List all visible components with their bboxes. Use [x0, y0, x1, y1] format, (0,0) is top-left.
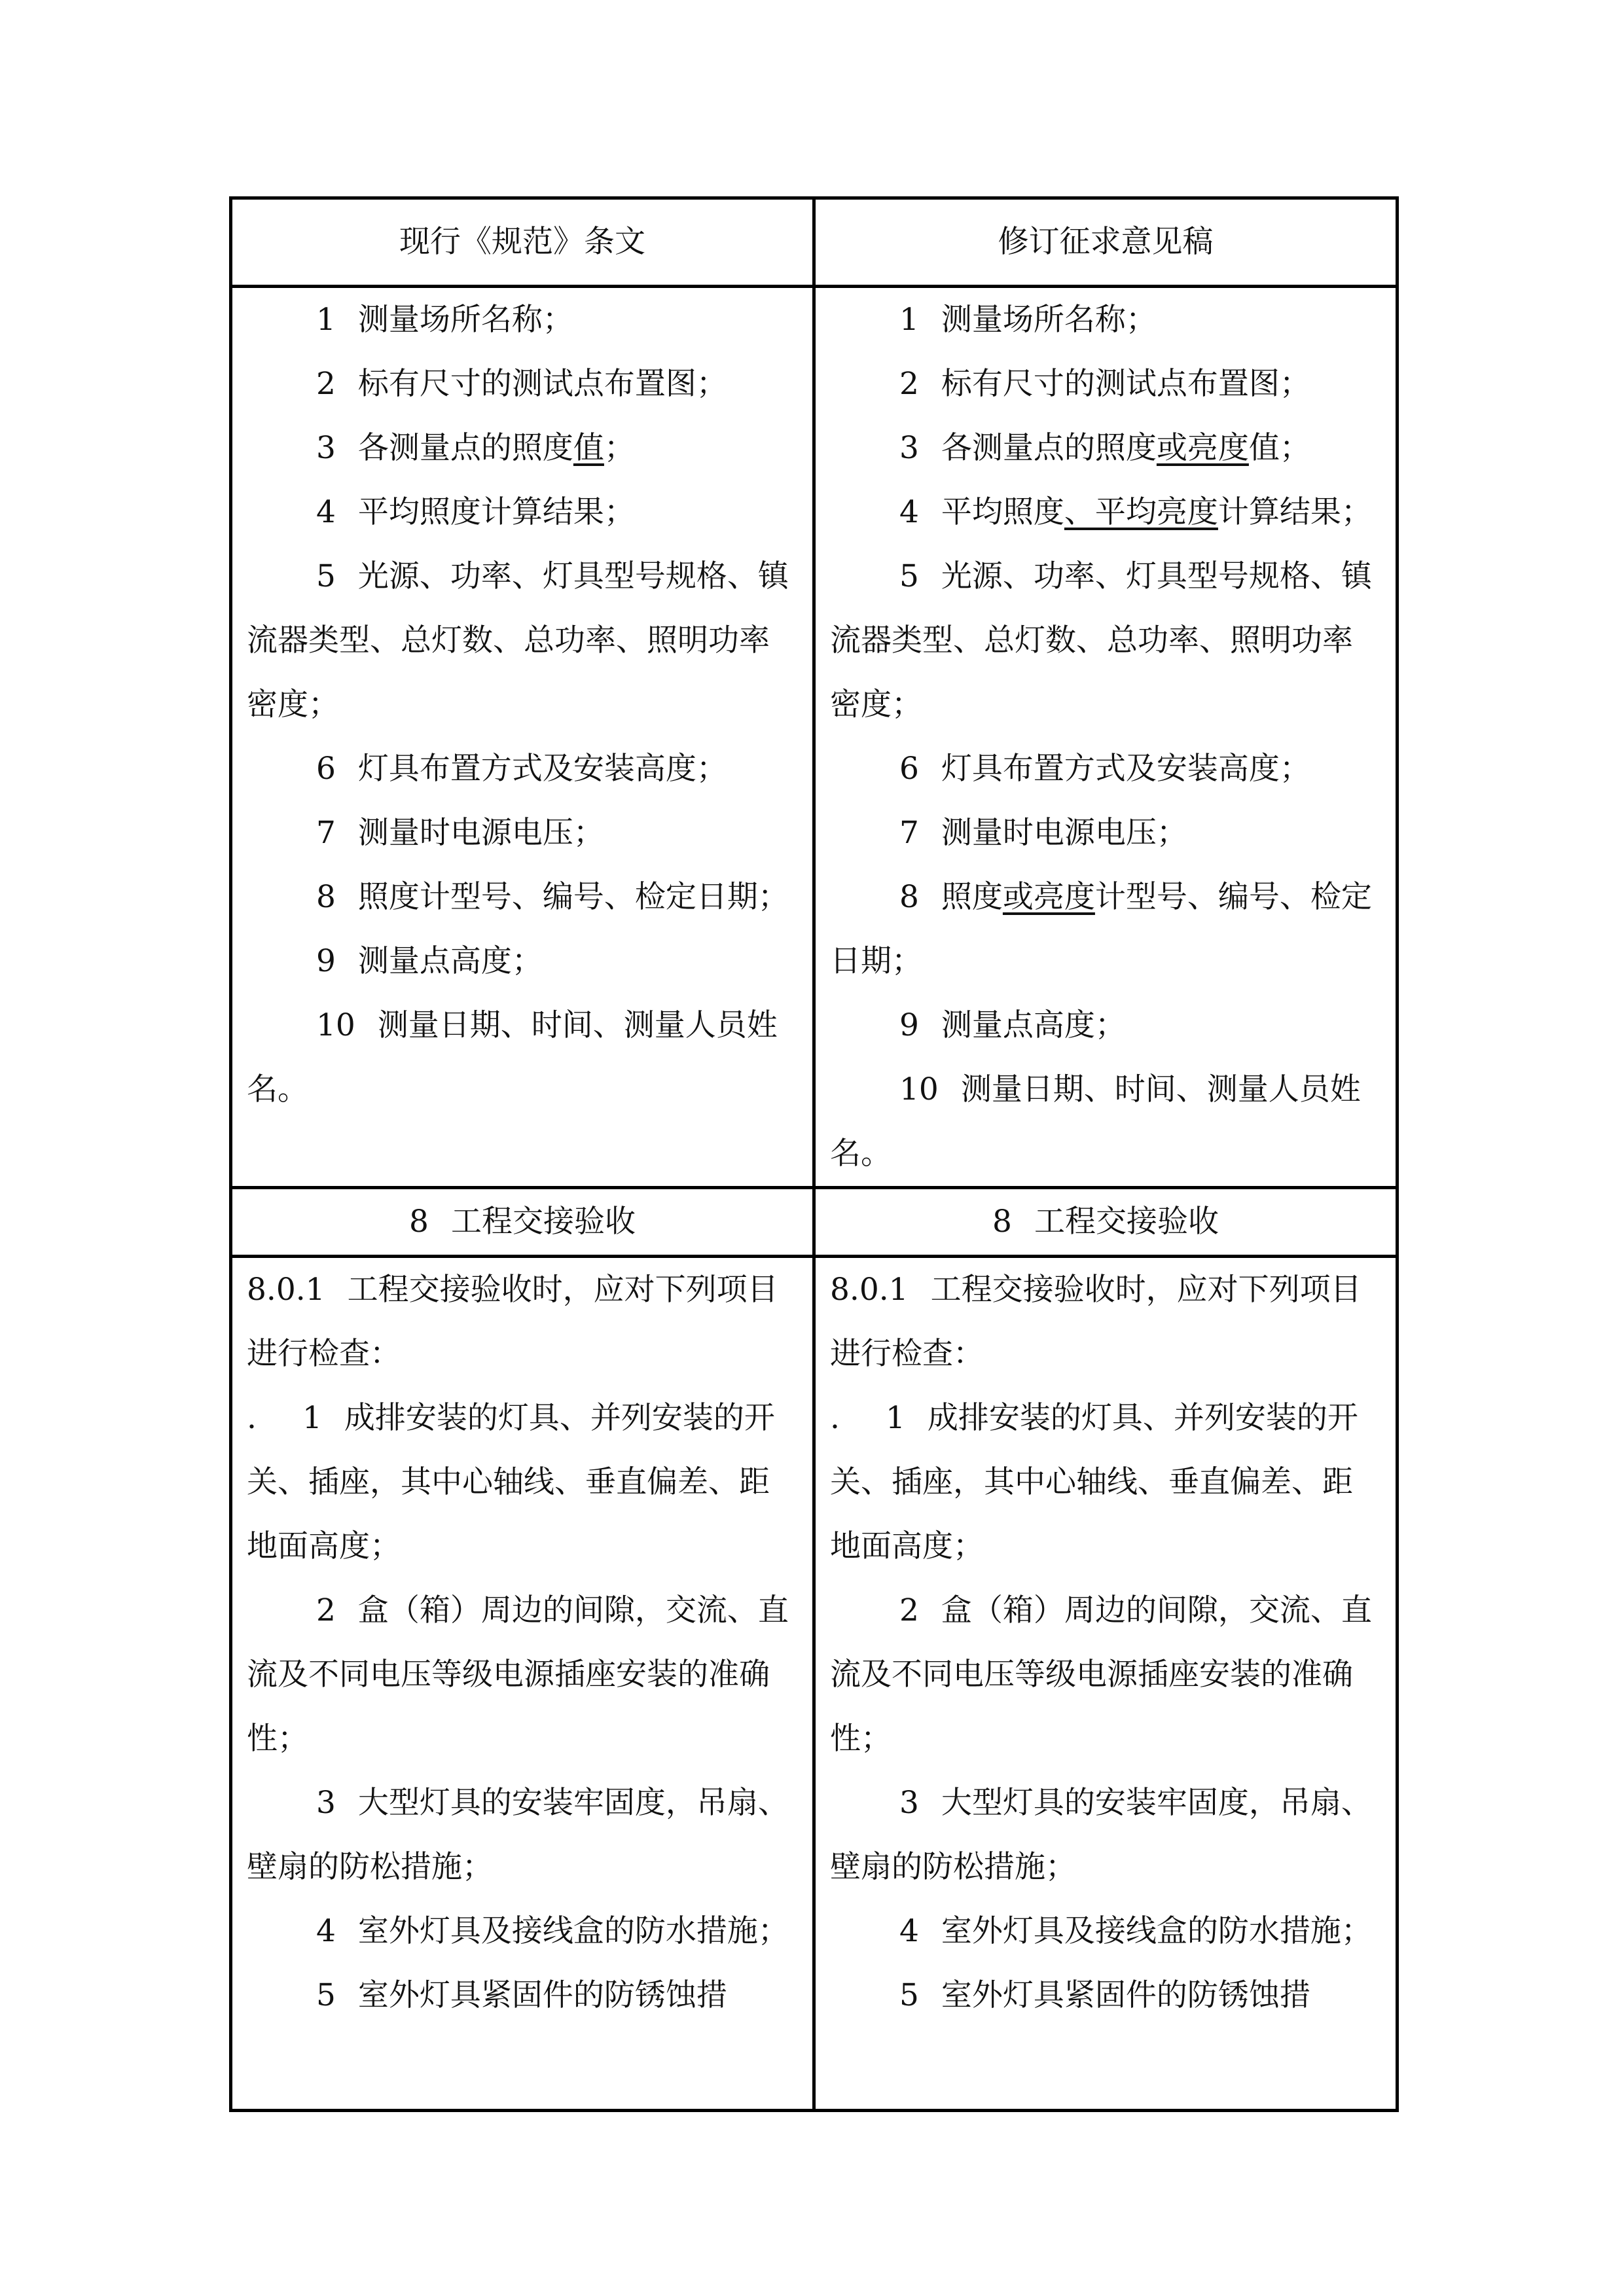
- current-acceptance-cell: [231, 1257, 814, 2111]
- underlined-text: 或亮度: [1156, 430, 1249, 466]
- underlined-text: 、平均亮度: [1064, 494, 1218, 530]
- revised-measurement-cell: [814, 287, 1398, 1188]
- acceptance-items-row: [231, 1257, 1398, 2111]
- list-item: 6 灯具布置方式及安装高度；: [899, 751, 1310, 787]
- current-measurement-cell: [231, 287, 814, 1188]
- header-revised: 修订征求意见稿: [814, 198, 1398, 287]
- list-item: 2 标有尺寸的测试点布置图；: [316, 366, 727, 402]
- list-item: 1 测量场所名称；: [899, 302, 1157, 338]
- list-item: 5 室外灯具紧固件的防锈蚀措: [899, 1977, 1310, 2013]
- section-title-revised: 8 工程交接验收: [814, 1188, 1398, 1257]
- comparison-table: [229, 196, 1399, 2112]
- list-item: 10 测量日期、时间、测量人员姓名。: [830, 1071, 1361, 1172]
- list-item: 4 室外灯具及接线盒的防水措施；: [316, 1913, 789, 1949]
- list-item: 8 照度计型号、编号、检定日期；: [316, 879, 789, 915]
- header-row: [231, 198, 1398, 287]
- list-item: 2 标有尺寸的测试点布置图；: [899, 366, 1310, 402]
- list-item: 2 盒（箱）周边的间隙，交流、直流及不同电压等级电源插座安装的准确性；: [830, 1592, 1372, 1757]
- list-item: 7 测量时电源电压；: [316, 815, 604, 851]
- measurement-items-row: [231, 287, 1398, 1188]
- list-item: . 1 成排安装的灯具、并列安装的开关、插座，其中心轴线、垂直偏差、距地面高度；: [247, 1400, 775, 1564]
- list-item: 5 室外灯具紧固件的防锈蚀措: [316, 1977, 727, 2013]
- list-item: 3 各测量点的照度或亮度值；: [899, 430, 1310, 466]
- list-item: 3 大型灯具的安装牢固度，吊扇、壁扇的防松措施；: [247, 1785, 789, 1885]
- list-item: 6 灯具布置方式及安装高度；: [316, 751, 727, 787]
- list-item: 10 测量日期、时间、测量人员姓名。: [247, 1007, 778, 1107]
- list-item: 3 大型灯具的安装牢固度，吊扇、壁扇的防松措施；: [830, 1785, 1372, 1885]
- underlined-text: 或亮度: [1002, 879, 1095, 915]
- list-item: . 1 成排安装的灯具、并列安装的开关、插座，其中心轴线、垂直偏差、距地面高度；: [830, 1400, 1358, 1564]
- list-item: 4 室外灯具及接线盒的防水措施；: [899, 1913, 1372, 1949]
- list-item: 4 平均照度计算结果；: [316, 494, 635, 530]
- list-item: 7 测量时电源电压；: [899, 815, 1187, 851]
- list-item: 1 测量场所名称；: [316, 302, 573, 338]
- list-item: 3 各测量点的照度值；: [316, 430, 635, 466]
- list-item: 5 光源、功率、灯具型号规格、镇流器类型、总灯数、总功率、照明功率密度；: [247, 558, 789, 723]
- clause: 8.0.1 工程交接验收时，应对下列项目进行检查：: [247, 1272, 778, 1372]
- list-item: 9 测量点高度；: [899, 1007, 1126, 1043]
- section-title-row: [231, 1188, 1398, 1257]
- list-item: 5 光源、功率、灯具型号规格、镇流器类型、总灯数、总功率、照明功率密度；: [830, 558, 1372, 723]
- list-item: 8 照度或亮度计型号、编号、检定日期；: [830, 879, 1372, 979]
- underlined-text: 值: [573, 430, 604, 466]
- clause: 8.0.1 工程交接验收时，应对下列项目进行检查：: [830, 1272, 1362, 1372]
- header-current: 现行《规范》条文: [231, 198, 814, 287]
- list-item: 4 平均照度、平均亮度计算结果；: [899, 494, 1372, 530]
- revised-acceptance-cell: [814, 1257, 1398, 2111]
- section-title-current: 8 工程交接验收: [231, 1188, 814, 1257]
- list-item: 2 盒（箱）周边的间隙，交流、直流及不同电压等级电源插座安装的准确性；: [247, 1592, 789, 1757]
- list-item: 9 测量点高度；: [316, 943, 543, 979]
